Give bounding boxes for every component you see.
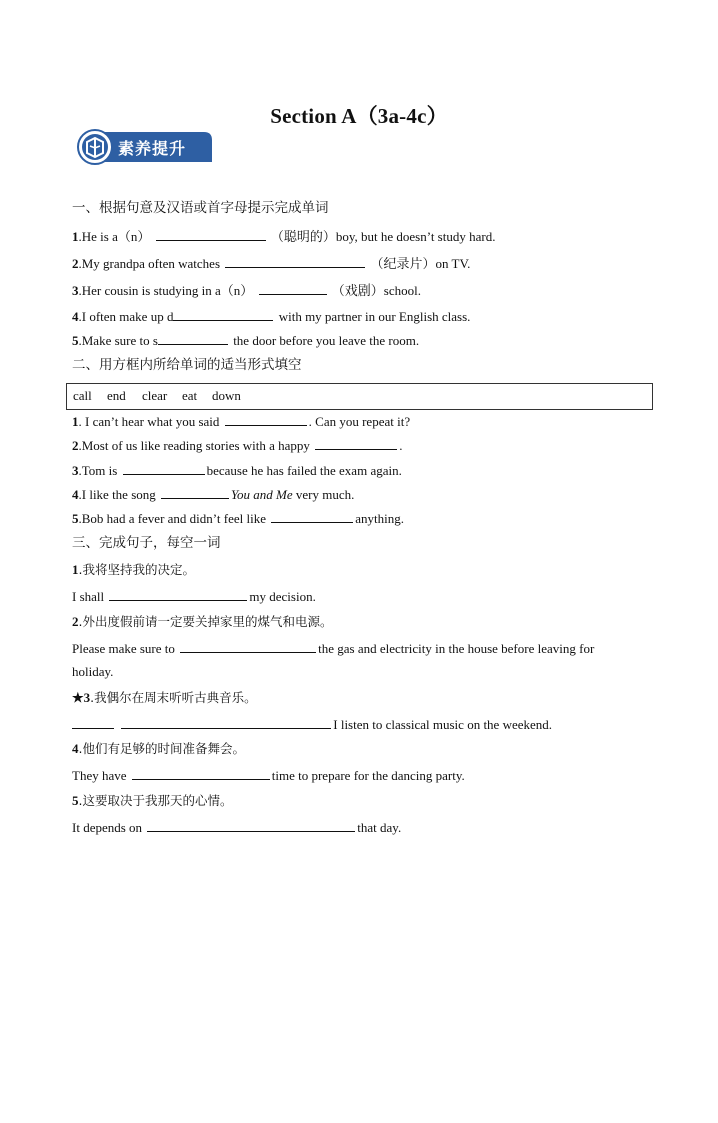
part1-item-2: 2.My grandpa often watches （纪录片）on TV. <box>72 256 471 271</box>
answer-blank[interactable] <box>225 413 307 426</box>
part1-item-3: 3.Her cousin is studying in a（n） （戏剧）school. <box>72 283 421 298</box>
part3-item-1-cn: 1.我将坚持我的决定。 <box>72 562 195 577</box>
answer-blank[interactable] <box>123 462 205 475</box>
answer-blank[interactable] <box>156 228 266 241</box>
part3-item-5-cn: 5.这要取决于我那天的心情。 <box>72 793 233 808</box>
part3-heading: 三、完成句子，每空一词 <box>72 535 221 551</box>
word-box-item: end <box>107 388 126 403</box>
part2-item-2: 2.Most of us like reading stories with a happy . <box>72 438 403 453</box>
part3-item-3-en: I listen to classical music on the weekend. <box>72 716 552 733</box>
section-banner <box>76 128 214 166</box>
answer-blank[interactable] <box>121 716 331 729</box>
answer-blank[interactable] <box>173 308 273 321</box>
answer-blank[interactable] <box>132 767 270 780</box>
word-box-item: clear <box>142 388 168 403</box>
answer-blank[interactable] <box>180 640 316 653</box>
part3-item-2-cn: 2.外出度假前请一定要关掉家里的煤气和电源。 <box>72 614 333 629</box>
answer-blank[interactable] <box>315 437 397 450</box>
answer-blank[interactable] <box>147 819 355 832</box>
answer-blank[interactable] <box>259 282 327 295</box>
word-box <box>66 383 653 410</box>
part2-item-3: 3.Tom is because he has failed the exam again. <box>72 463 402 478</box>
part1-item-1: 1.He is a（n） （聪明的）boy, but he doesn’t study hard. <box>72 229 496 244</box>
answer-blank[interactable] <box>109 588 247 601</box>
word-box-item: call <box>73 388 92 403</box>
part3-item-4-cn: 4.他们有足够的时间准备舞会。 <box>72 741 245 756</box>
answer-blank[interactable] <box>225 255 365 268</box>
answer-blank[interactable] <box>72 716 114 729</box>
banner-label: 素养提升 <box>118 139 187 158</box>
part1-heading: 一、根据句意及汉语或首字母提示完成单词 <box>72 200 329 216</box>
part2-item-1: 1. I can’t hear what you said . Can you repeat it? <box>72 414 411 429</box>
part3-item-2-en: Please make sure to the gas and electricity in the house before leaving for <box>72 641 595 656</box>
part3-item-3-cn: ★3.我偶尔在周末听听古典音乐。 <box>72 690 257 705</box>
part3-item-2-en-cont: holiday. <box>72 664 114 679</box>
answer-blank[interactable] <box>161 486 229 499</box>
part3-item-4-en: They have time to prepare for the dancing party. <box>72 768 465 783</box>
part2-item-4: 4.I like the song You and Me very much. <box>72 487 355 502</box>
answer-blank[interactable] <box>158 332 228 345</box>
part3-item-1-en: I shall my decision. <box>72 589 316 604</box>
answer-blank[interactable] <box>271 510 353 523</box>
part1-item-5: 5.Make sure to s the door before you leave the room. <box>72 333 420 348</box>
word-box-item: eat <box>182 388 198 403</box>
part2-heading: 二、用方框内所给单词的适当形式填空 <box>72 357 302 373</box>
part2-item-5: 5.Bob had a fever and didn’t feel like anything. <box>72 511 404 526</box>
part3-item-5-en: It depends on that day. <box>72 820 402 835</box>
word-box-item: down <box>212 388 241 403</box>
part1-item-4: 4.I often make up d with my partner in our English class. <box>72 309 471 324</box>
page-title: Section A（3a-4c） <box>270 104 448 128</box>
